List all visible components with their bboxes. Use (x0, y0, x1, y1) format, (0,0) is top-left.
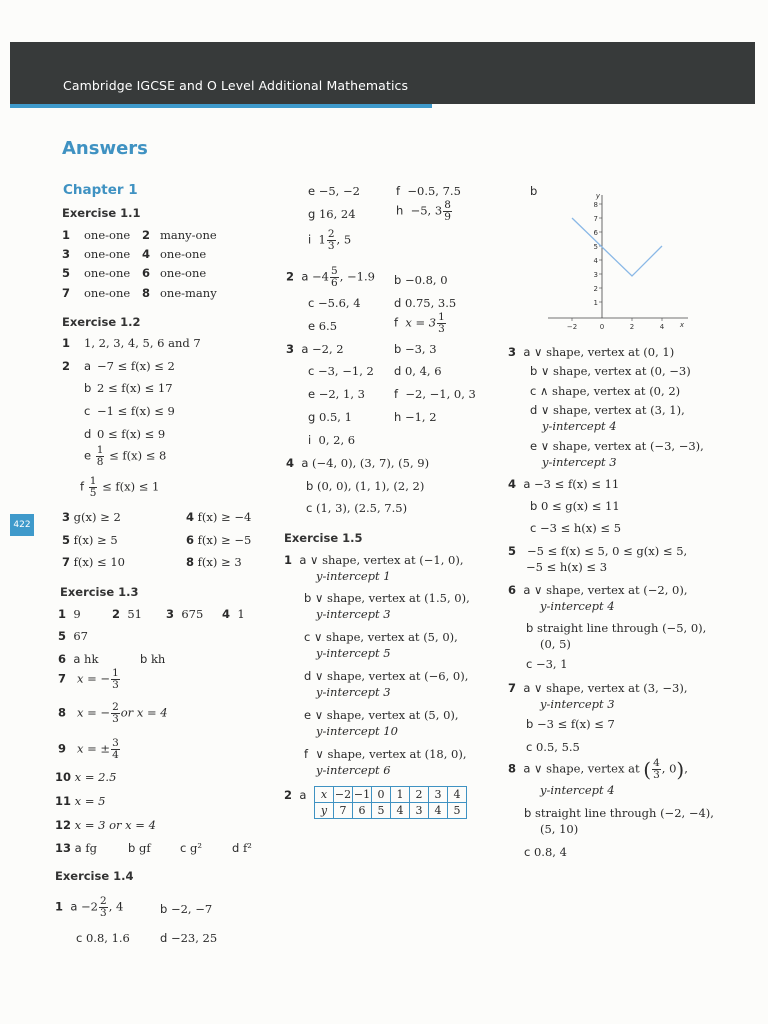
y-tick-label: 2 (593, 285, 598, 293)
answer-value: f(x) ≤ 10 (73, 555, 125, 569)
table-row: x −2 −1 0 1 2 3 4 (315, 787, 467, 803)
answer-value: −0.5, 7.5 (407, 184, 461, 198)
answer-value: one-one (84, 286, 131, 300)
answer-value: −7 ≤ f(x) ≤ 2 (97, 359, 175, 373)
table-row: y 7 6 5 4 3 4 5 (315, 803, 467, 819)
header-accent-strip (10, 104, 432, 108)
y-tick-label: 1 (593, 299, 598, 307)
answer-value: one-one (84, 266, 131, 280)
x-axis-label: x (679, 321, 685, 329)
exercise-1-3-title: Exercise 1.3 (60, 585, 139, 599)
header-band (10, 42, 755, 104)
question-number: 5 (62, 266, 71, 280)
y-tick-label: 7 (593, 215, 598, 223)
answer-value: e $\frac{1}{8}$ ≤ f(x) ≤ 8 (84, 444, 167, 468)
question-number: 8 (142, 286, 151, 300)
answer-value: 0 ≤ f(x) ≤ 9 (97, 427, 166, 441)
page-number: 422 (10, 514, 34, 536)
answer-value: g(x) ≥ 2 (73, 510, 121, 524)
values-table (314, 786, 467, 819)
x-tick-label: 0 (599, 323, 605, 331)
y-tick-label: 6 (593, 229, 598, 237)
x-tick-label: 2 (629, 323, 635, 331)
book-title: Cambridge IGCSE and O Level Additional Mathematics (63, 78, 409, 93)
y-axis-label: y (595, 192, 601, 200)
question-number: 3 (62, 247, 71, 261)
answer-value: f(x) ≥ 5 (73, 533, 118, 547)
x-tick-label: 4 (659, 323, 665, 331)
answer-value: many-one (160, 228, 217, 242)
answer-value: −5, −2 (318, 184, 360, 198)
y-tick-label: 3 (593, 271, 598, 279)
question-number: 2 (142, 228, 151, 242)
question-number: 6 (142, 266, 151, 280)
answer-value: 1, 2, 3, 4, 5, 6 and 7 (84, 336, 201, 350)
v-graph-line (572, 218, 662, 276)
graph-v-shape (548, 190, 693, 335)
answer-value: f $\frac{1}{5}$ ≤ f(x) ≤ 1 (80, 475, 160, 499)
answer-value: one-one (84, 247, 131, 261)
exercise-1-1-title: Exercise 1.1 (62, 206, 141, 220)
answer-value: 2 ≤ f(x) ≤ 17 (97, 381, 173, 395)
answer-value: one-one (160, 247, 207, 261)
question-number: 7 (62, 286, 71, 300)
answer-value: f(x) ≥ 3 (197, 555, 242, 569)
answer-value: f(x) ≥ −5 (197, 533, 252, 547)
question-number: 4 (142, 247, 151, 261)
page-heading: Answers (62, 138, 148, 159)
y-tick-label: 5 (593, 243, 598, 251)
answer-value: −1 ≤ f(x) ≤ 9 (97, 404, 175, 418)
answer-value: f(x) ≥ −4 (197, 510, 252, 524)
y-tick-label: 4 (593, 257, 598, 265)
answer-row: 1 (62, 228, 71, 242)
exercise-1-2-title: Exercise 1.2 (62, 315, 141, 329)
exercise-1-4-title: Exercise 1.4 (55, 869, 134, 883)
x-tick-label: −2 (566, 323, 578, 331)
answer-value: one-many (160, 286, 217, 300)
chapter-title: Chapter 1 (63, 182, 138, 198)
exercise-1-5-title: Exercise 1.5 (284, 531, 363, 545)
answer-value: one-one (160, 266, 207, 280)
y-tick-label: 8 (593, 201, 598, 209)
answer-value: one-one (84, 228, 131, 242)
